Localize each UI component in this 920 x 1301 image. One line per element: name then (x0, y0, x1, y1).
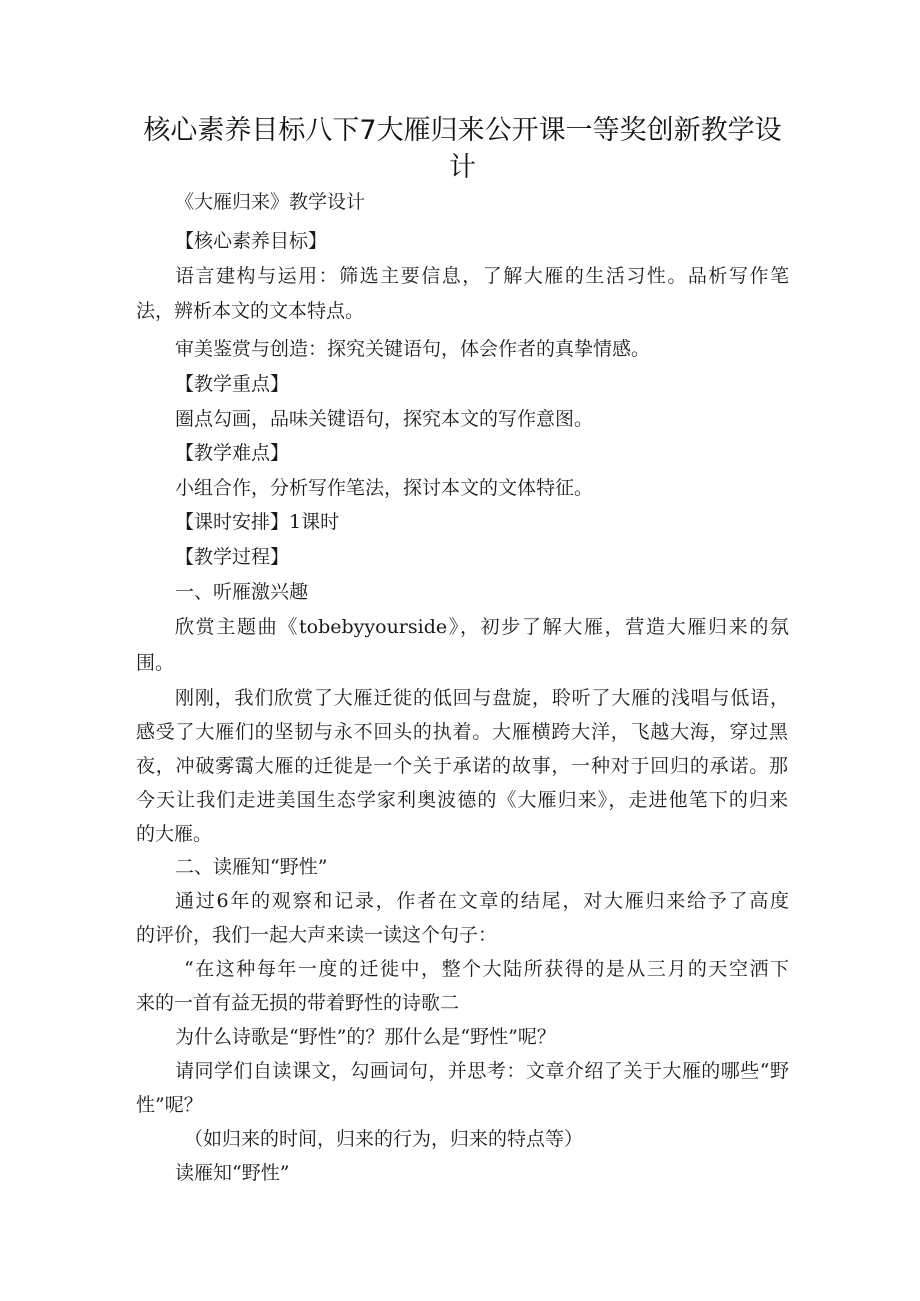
subsection-heading: 读雁知“野性” (175, 1162, 290, 1184)
section-heading: 【课时安排】1课时 (175, 511, 340, 533)
subtitle: 《大雁归来》教学设计 (175, 191, 366, 213)
paragraph-line: 的评价，我们一起大声来读一读这个句子： (136, 924, 498, 946)
paragraph-line: 感受了大雁们的坚韧与永不回头的执着。大雁横跨大洋，飞越大海，穿过黑 (136, 721, 788, 743)
paragraph-line: 法，辨析本文的文本特点。 (136, 300, 365, 322)
quote-line: “在这种每年一度的迁徙中，整个大陆所获得的是从三月的天空洒下 (184, 958, 789, 980)
paragraph-line: 的大雁。 (136, 823, 213, 845)
section-heading: 【教学重点】 (175, 373, 290, 395)
paragraph-line: 为什么诗歌是“野性”的？那什么是“野性”呢？ (175, 1026, 556, 1048)
paragraph-line: 今天让我们走进美国生态学家利奥波德的《大雁归来》，走进他笔下的归来 (136, 789, 788, 811)
paragraph-line: 刚刚，我们欣赏了大雁迁徙的低回与盘旋，聆听了大雁的浅唱与低语， (175, 687, 789, 709)
section-heading: 【教学过程】 (175, 546, 290, 568)
paragraph-line: 语言建构与运用：筛选主要信息，了解大雁的生活习性。品析写作笔 (175, 265, 789, 287)
paragraph-line: 圈点勾画，品味关键语句，探究本文的写作意图。 (175, 408, 594, 430)
document-title: 核心素养目标八下7大雁归来公开课一等奖创新教学设计 (143, 115, 782, 183)
paragraph-line: 请同学们自读课文，勾画词句，并思考：文章介绍了关于大雁的哪些“野 (175, 1060, 789, 1082)
paragraph-line: 通过6年的观察和记录，作者在文章的结尾，对大雁归来给予了高度 (175, 890, 789, 912)
section-heading: 【核心素养目标】 (175, 230, 328, 252)
paragraph-line: 性”呢？ (136, 1094, 203, 1116)
paragraph-line: 夜，冲破雾霭大雁的迁徙是一个关于承诺的故事，一种对于回归的承诺。那 (136, 755, 788, 777)
paragraph-line: 审美鉴赏与创造：探究关键语句，体会作者的真挚情感。 (175, 338, 651, 360)
paragraph-line: （如归来的时间，归来的行为，归来的特点等） (184, 1128, 584, 1150)
quote-line: 来的一首有益无损的带着野性的诗歌二 (136, 992, 460, 1014)
subsection-heading: 一、听雁激兴趣 (175, 581, 309, 603)
paragraph-line: 欣赏主题曲《tobebyyourside》，初步了解大雁，营造大雁归来的氛 (175, 616, 789, 638)
paragraph-line: 围。 (136, 652, 175, 674)
paragraph-line: 小组合作，分析写作笔法，探讨本文的文体特征。 (175, 477, 594, 499)
section-heading: 【教学难点】 (175, 442, 290, 464)
subsection-heading: 二、读雁知“野性” (175, 856, 328, 878)
